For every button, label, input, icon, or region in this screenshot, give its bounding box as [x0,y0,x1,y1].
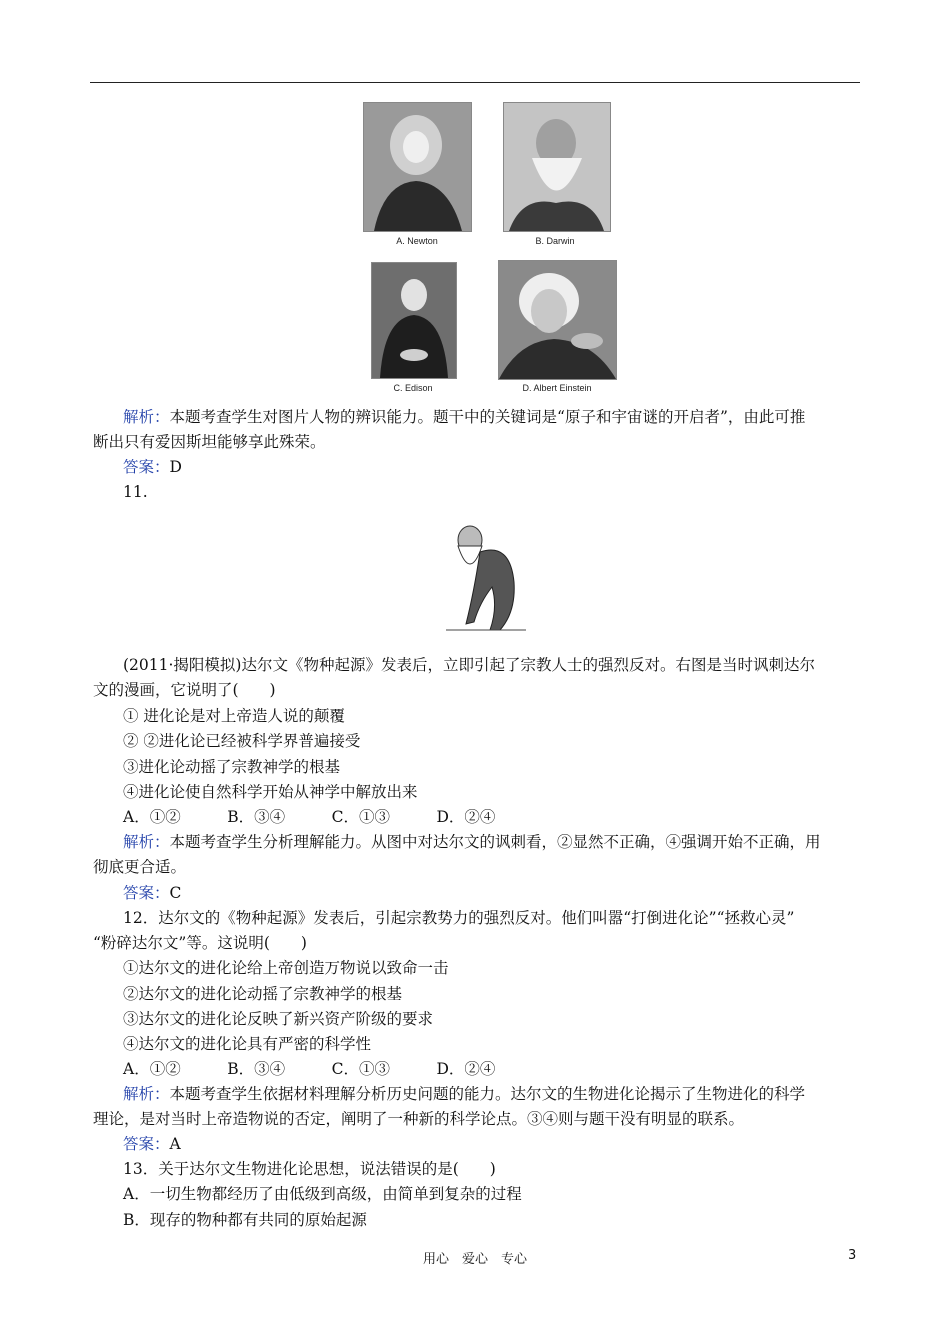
q11-stem: (2011·揭阳模拟)达尔文《物种起源》发表后，立即引起了宗教人士的强烈反对。右图是当时讽刺达尔 [123,656,815,674]
footer-slogan: 用心 爱心 专心 [422,1252,527,1267]
q11-answer [123,881,181,905]
q12-option-2: ②达尔文的进化论动摇了宗教神学的根基 [123,985,403,1003]
q11-stem-cont: 文的漫画，它说明了( ) [93,681,276,699]
q12-option-3: ③达尔文的进化论反映了新兴资产阶级的要求 [123,1010,434,1028]
q12-choices: A．①② B．③④ C．①③ D．②④ [123,1060,496,1078]
q11-option-4: ④进化论使自然科学开始从神学中解放出来 [123,783,418,801]
analysis-label: 解析： [123,1085,170,1103]
q11-option-3: ③进化论动摇了宗教神学的根基 [123,758,341,776]
q12-option-1: ①达尔文的进化论给上帝创造万物说以致命一击 [123,959,449,977]
q12-answer [123,1132,181,1156]
einstein-portrait-image [498,260,617,380]
page-number: 3 [848,1248,857,1263]
answer-label: 答案： [123,458,170,476]
q10-analysis-cont: 断出只有爱因斯坦能够享此殊荣。 [93,433,326,451]
darwin-portrait-image [503,102,611,232]
newton-caption: A. Newton [396,236,438,246]
analysis-text: 本题考查学生依据材料理解分析历史问题的能力。达尔文的生物进化论揭示了生物进化的科学 [169,1085,806,1103]
q11-choices: A．①② B．③④ C．①③ D．②④ [123,808,496,826]
q11-analysis-cont: 彻底更合适。 [93,858,187,876]
analysis-label: 解析： [123,833,170,851]
q12-stem-cont: “粉碎达尔文”等。这说明( ) [93,934,307,952]
einstein-caption: D. Albert Einstein [522,383,592,393]
q12-analysis-cont: 理论，是对当时上帝造物说的否定，阐明了一种新的科学论点。③④则与题干没有明显的联系。 [93,1110,745,1128]
analysis-text: 本题考查学生分析理解能力。从图中对达尔文的讽刺看，②显然不正确，④强调开始不正确，用 [169,833,821,851]
answer-value: D [169,458,182,476]
answer-label: 答案： [123,1135,170,1153]
q11-number: 11. [123,483,148,501]
header-rule [90,82,860,83]
answer-value: C [169,884,182,902]
answer-value: A [169,1135,181,1153]
q11-option-2: ② ②进化论已经被科学界普遍接受 [123,732,361,750]
edison-portrait-image [371,262,457,379]
darwin-caption: B. Darwin [535,236,575,246]
newton-portrait-image [363,102,472,232]
q10-analysis [123,405,805,429]
q12-stem: 12．达尔文的《物种起源》发表后，引起宗教势力的强烈反对。他们叫嚣“打倒进化论”“拯救心灵” [123,909,795,927]
q12-analysis [123,1082,805,1106]
q11-option-1: ① 进化论是对上帝造人说的颠覆 [123,707,345,725]
q13-stem: 13．关于达尔文生物进化论思想，说法错误的是( ) [123,1160,496,1178]
q11-analysis [123,830,821,854]
analysis-label: 解析： [123,408,170,426]
q10-answer [123,455,182,479]
analysis-text: 本题考查学生对图片人物的辨识能力。题干中的关键词是“原子和宇宙谜的开启者”，由此可推 [169,408,806,426]
darwin-cartoon-image [440,512,532,636]
edison-caption: C. Edison [393,383,433,393]
q13-option-a: A．一切生物都经历了由低级到高级，由简单到复杂的过程 [123,1185,522,1203]
q12-option-4: ④达尔文的进化论具有严密的科学性 [123,1035,372,1053]
answer-label: 答案： [123,884,170,902]
q13-option-b: B．现存的物种都有共同的原始起源 [123,1211,367,1229]
